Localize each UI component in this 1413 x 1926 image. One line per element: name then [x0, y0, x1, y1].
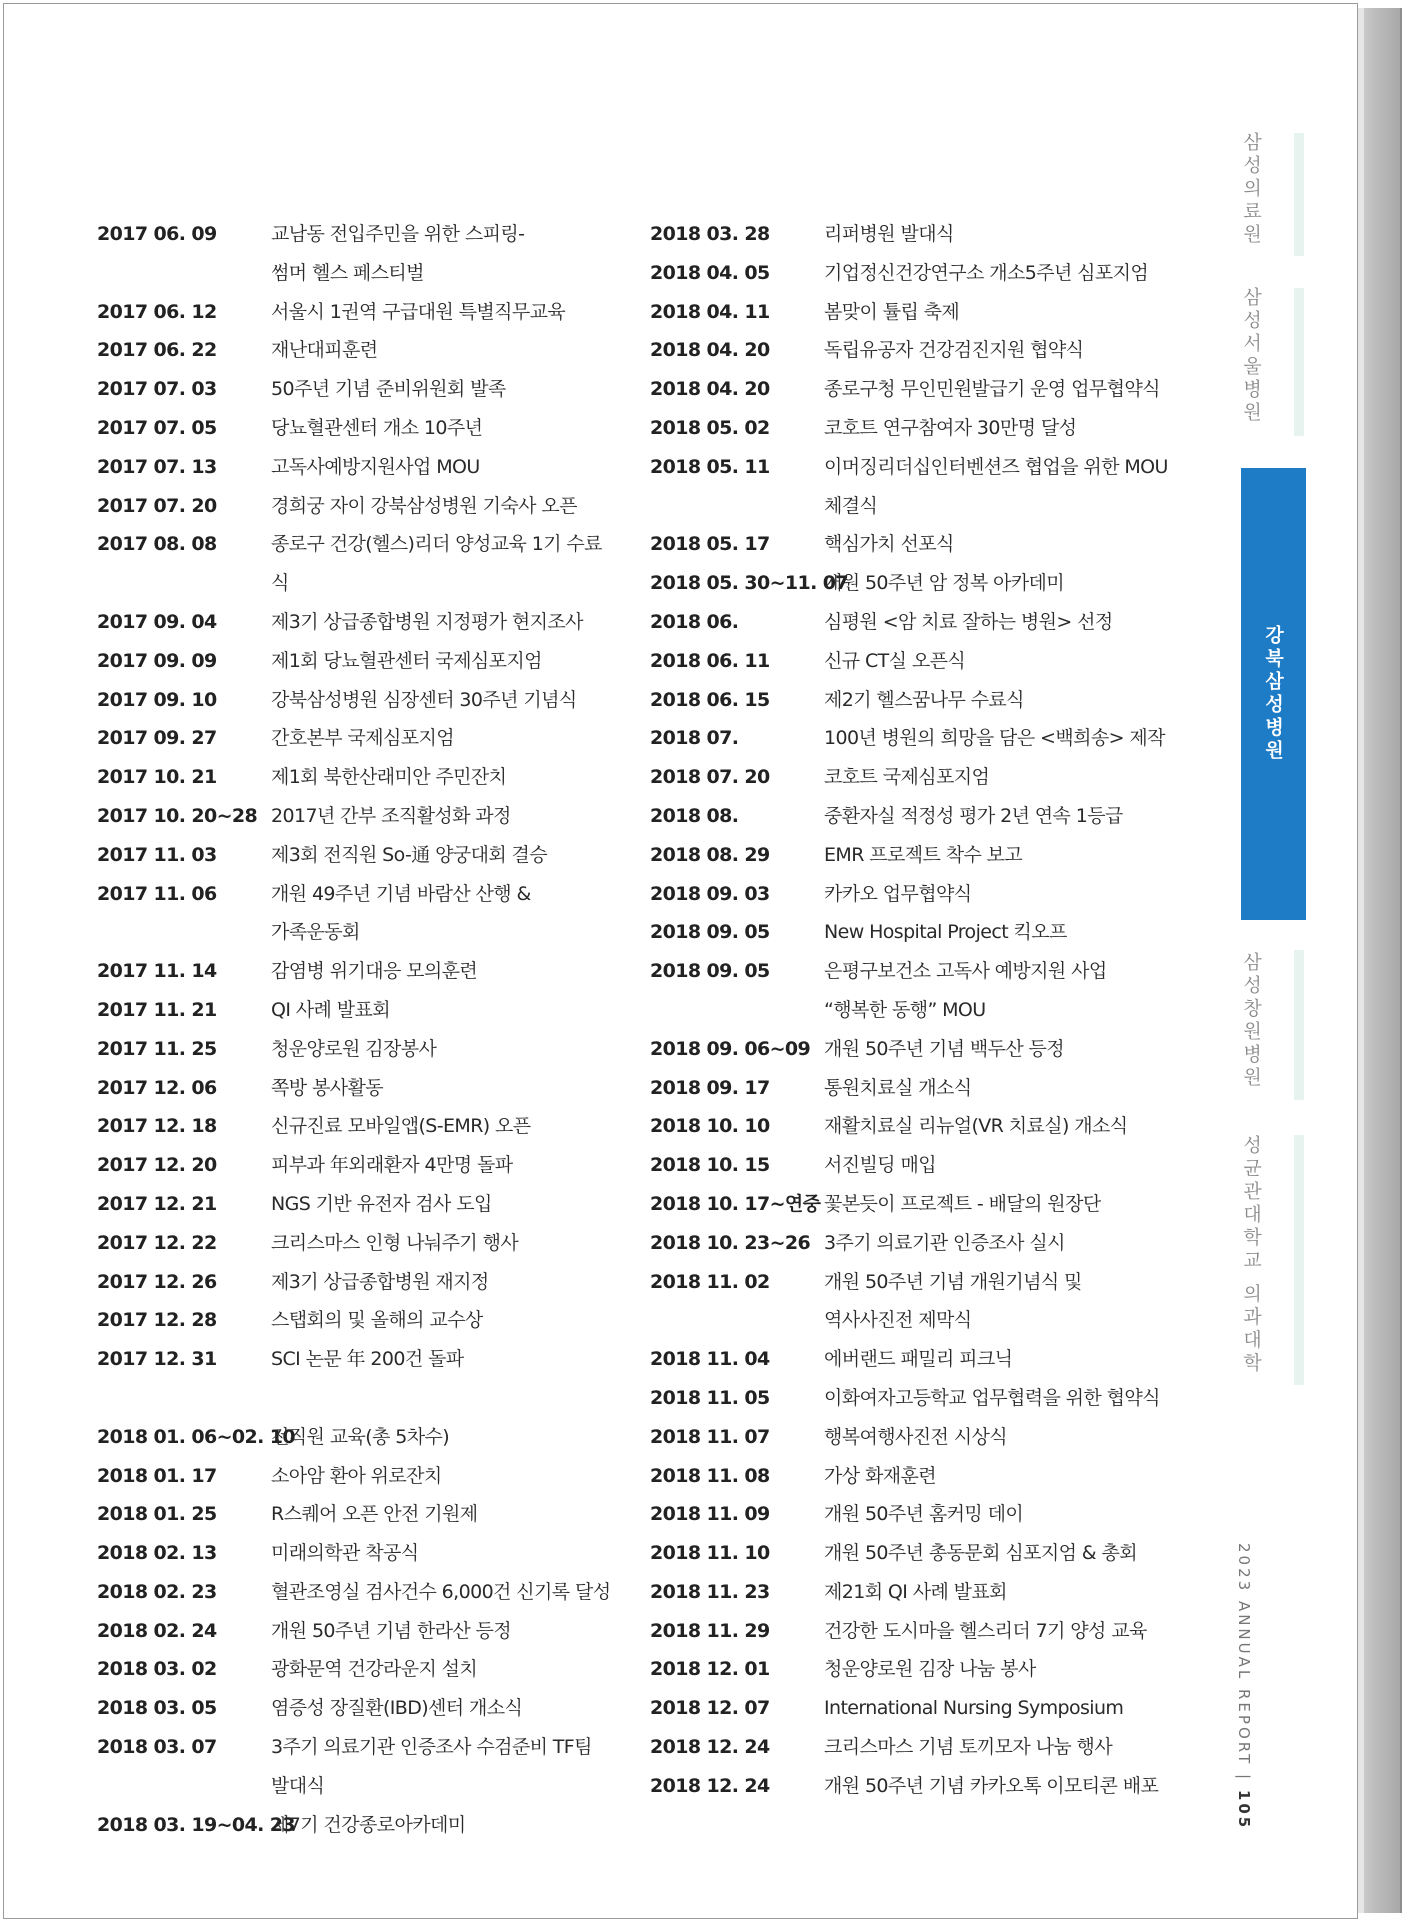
timeline-row [97, 1030, 617, 1069]
event-date: 2017 06. 12 [97, 300, 217, 323]
event-date: 2018 06. 11 [650, 649, 770, 672]
event-date: 2018 01. 06~02. 10 [97, 1425, 296, 1448]
event-date: 2018 01. 25 [97, 1503, 217, 1526]
timeline-right-column [650, 215, 1195, 1806]
event-description: 쪽방 봉사활동 [271, 1076, 383, 1099]
event-date: 2017 11. 25 [97, 1037, 217, 1060]
timeline-row [650, 409, 1195, 448]
timeline-row [97, 681, 617, 720]
tab-samsung-seoul-hospital[interactable]: 삼성서울병원 [1240, 287, 1262, 425]
event-date: 2017 12. 21 [97, 1192, 217, 1215]
event-date: 2017 07. 13 [97, 455, 217, 478]
event-description: 재활치료실 리뉴얼(VR 치료실) 개소식 [824, 1115, 1128, 1138]
event-description: 청운양로원 김장봉사 [271, 1037, 437, 1060]
timeline-row [97, 1301, 617, 1340]
event-date: 2018 11. 23 [650, 1580, 770, 1603]
event-date: 2017 12. 28 [97, 1309, 217, 1332]
event-date: 2017 12. 26 [97, 1270, 217, 1293]
tab-bar-1 [1294, 133, 1304, 256]
timeline-row [650, 1612, 1195, 1651]
event-description: 개원 50주년 홈커밍 데이 [824, 1503, 1024, 1526]
timeline-row [650, 1069, 1195, 1108]
event-description: 혈관조영실 검사건수 6,000건 신기록 달성 [271, 1580, 611, 1603]
timeline-row [650, 1650, 1195, 1689]
event-description: 코호트 연구참여자 30만명 달성 [824, 416, 1077, 439]
event-description: NGS 기반 유전자 검사 도입 [271, 1192, 492, 1215]
event-description: 이머징리더십인터벤션즈 협업을 위한 MOU 체결식 [824, 455, 1168, 517]
timeline-row [650, 681, 1195, 720]
event-date: 2017 07. 05 [97, 416, 217, 439]
timeline-row [650, 603, 1195, 642]
event-description: 제3기 상급종합병원 지정평가 현지조사 [271, 610, 583, 633]
timeline-row [97, 1418, 617, 1457]
event-description: 심평원 <암 치료 잘하는 병원> 선정 [824, 610, 1113, 633]
timeline-row [650, 1767, 1195, 1806]
event-date: 2018 05. 11 [650, 455, 770, 478]
timeline-row [650, 215, 1195, 254]
report-separator: | [1235, 1774, 1253, 1783]
timeline-row [97, 1069, 617, 1108]
timeline-row [97, 1806, 617, 1845]
event-description: 재난대피훈련 [271, 339, 378, 362]
timeline-row [650, 1534, 1195, 1573]
event-date: 2018 06. 15 [650, 688, 770, 711]
timeline-row [650, 1030, 1195, 1069]
timeline-row [650, 331, 1195, 370]
event-date: 2018 02. 23 [97, 1580, 217, 1603]
timeline-row [97, 719, 617, 758]
event-date: 2018 09. 05 [650, 921, 770, 944]
timeline-row [650, 719, 1195, 758]
event-description: New Hospital Project 킥오프 [824, 921, 1067, 944]
timeline-row [650, 836, 1195, 875]
event-date: 2018 11. 09 [650, 1503, 770, 1526]
timeline-row [97, 1457, 617, 1496]
timeline-row [650, 1457, 1195, 1496]
event-description: EMR 프로젝트 착수 보고 [824, 843, 1023, 866]
report-title: 2023 ANNUAL REPORT [1235, 1543, 1253, 1767]
event-date: 2018 07. 20 [650, 766, 770, 789]
timeline-row [97, 525, 617, 603]
event-description: 개원 50주년 암 정복 아카데미 [824, 572, 1065, 595]
event-date: 2018 09. 06~09 [650, 1037, 811, 1060]
event-date: 2018 05. 02 [650, 416, 770, 439]
event-description: 코호트 국제심포지엄 [824, 766, 990, 789]
timeline-row [97, 952, 617, 991]
timeline-row [97, 1146, 617, 1185]
event-date: 2018 02. 24 [97, 1619, 217, 1642]
tab-skku-school-of-medicine[interactable]: 성균관대학교 의과대학 [1240, 1135, 1262, 1376]
event-date: 2018 11. 02 [650, 1270, 770, 1293]
timeline-row [650, 875, 1195, 914]
event-description: 리퍼병원 발대식 [824, 223, 954, 245]
event-date: 2017 07. 20 [97, 494, 217, 517]
event-date: 2018 04. 05 [650, 261, 770, 284]
timeline-row [650, 642, 1195, 681]
event-date: 2017 10. 20~28 [97, 804, 258, 827]
event-description: 종로구청 무인민원발급기 운영 업무협약식 [824, 378, 1160, 401]
timeline-row [97, 1573, 617, 1612]
event-date: 2017 12. 18 [97, 1115, 217, 1138]
event-date: 2018 05. 30~11. 07 [650, 572, 849, 595]
event-date: 2018 03. 05 [97, 1697, 217, 1720]
timeline-row [97, 603, 617, 642]
timeline-row [650, 293, 1195, 332]
event-description: 행복여행사진전 시상식 [824, 1425, 1007, 1448]
timeline-row [97, 836, 617, 875]
timeline-row [650, 1495, 1195, 1534]
event-date: 2018 06. [650, 610, 739, 633]
event-description: 신규진료 모바일앱(S-EMR) 오픈 [271, 1115, 531, 1138]
timeline-row [650, 758, 1195, 797]
event-description: 기업정신건강연구소 개소5주년 심포지엄 [824, 261, 1149, 284]
event-description: 소아암 환아 위로잔치 [271, 1464, 442, 1487]
event-date: 2018 12. 24 [650, 1774, 770, 1797]
event-description: 봄맞이 튤립 축제 [824, 300, 960, 323]
event-date: 2018 10. 23~26 [650, 1231, 811, 1254]
timeline-row [97, 1728, 617, 1806]
event-description: 스탭회의 및 올해의 교수상 [271, 1309, 483, 1332]
timeline-row [650, 1146, 1195, 1185]
event-description: R스퀘어 오픈 안전 기원제 [271, 1503, 478, 1526]
page-edge [1358, 8, 1402, 1913]
event-description: 가상 화재훈련 [824, 1464, 936, 1487]
tab-kangbuk-samsung-label: 강북삼성병원 [1262, 625, 1284, 763]
event-description: 고독사예방지원사업 MOU [271, 455, 480, 478]
event-description: 개원 50주년 총동문회 심포지엄 & 총회 [824, 1542, 1137, 1565]
timeline-row [97, 331, 617, 370]
event-date: 2017 11. 06 [97, 882, 217, 905]
timeline-row [97, 215, 617, 293]
timeline-row [97, 370, 617, 409]
event-date: 2017 09. 04 [97, 610, 217, 633]
event-date: 2018 03. 19~04. 23 [97, 1813, 296, 1836]
timeline-row [97, 1263, 617, 1302]
timeline-row [650, 370, 1195, 409]
timeline-row [650, 797, 1195, 836]
event-description: 염증성 장질환(IBD)센터 개소식 [271, 1697, 523, 1720]
timeline-row [97, 1185, 617, 1224]
event-date: 2017 11. 03 [97, 843, 217, 866]
timeline-row [97, 487, 617, 526]
event-date: 2018 03. 28 [650, 223, 770, 245]
event-date: 2017 10. 21 [97, 766, 217, 789]
tab-kangbuk-samsung-hospital[interactable] [1241, 468, 1306, 920]
event-description: 중환자실 적정성 평가 2년 연속 1등급 [824, 804, 1123, 827]
timeline-row [97, 1340, 617, 1379]
event-description: 개원 50주년 기념 카카오톡 이모티콘 배포 [824, 1774, 1159, 1797]
event-description: 꽃본듯이 프로젝트 - 배달의 원장단 [824, 1192, 1101, 1215]
event-date: 2017 07. 03 [97, 378, 217, 401]
event-date: 2018 09. 05 [650, 960, 770, 983]
timeline-row [650, 1573, 1195, 1612]
timeline-row [650, 448, 1195, 526]
event-date: 2018 11. 29 [650, 1619, 770, 1642]
tab-samsung-medical-center[interactable]: 삼성의료원 [1240, 132, 1262, 247]
timeline-row [650, 952, 1195, 1030]
event-description: 100년 병원의 희망을 담은 <백희송> 제작 [824, 727, 1165, 750]
event-description: 전직원 교육(총 5차수) [271, 1425, 450, 1448]
event-date: 2017 12. 06 [97, 1076, 217, 1099]
timeline-row [97, 875, 617, 953]
event-date: 2018 05. 17 [650, 533, 770, 556]
timeline-row [650, 1689, 1195, 1728]
event-date: 2018 11. 08 [650, 1464, 770, 1487]
event-description: 당뇨혈관센터 개소 10주년 [271, 416, 483, 439]
event-description: 제2기 헬스꿈나무 수료식 [824, 688, 1024, 711]
event-date: 2017 12. 22 [97, 1231, 217, 1254]
timeline-row [97, 1689, 617, 1728]
timeline-row [97, 1650, 617, 1689]
event-date: 2018 04. 20 [650, 378, 770, 401]
event-date: 2017 12. 20 [97, 1154, 217, 1177]
event-description: 제3기 상급종합병원 재지정 [271, 1270, 489, 1293]
event-date: 2017 09. 09 [97, 649, 217, 672]
event-description: 개원 50주년 기념 한라산 등정 [271, 1619, 512, 1642]
event-description: 교남동 전입주민을 위한 스피링- 썸머 헬스 페스티벌 [271, 223, 525, 284]
event-date: 2018 04. 20 [650, 339, 770, 362]
timeline-row [97, 1534, 617, 1573]
event-description: 경희궁 자이 강북삼성병원 기숙사 오픈 [271, 494, 577, 517]
event-description: 광화문역 건강라운지 설치 [271, 1658, 478, 1681]
tab-bar-5 [1294, 1135, 1304, 1385]
event-date: 2018 11. 07 [650, 1425, 770, 1448]
page-number: 105 [1235, 1789, 1253, 1831]
event-date: 2018 03. 02 [97, 1658, 217, 1681]
timeline-row [650, 913, 1195, 952]
timeline-row [650, 1263, 1195, 1341]
event-date: 2018 04. 11 [650, 300, 770, 323]
event-description: 서진빌딩 매입 [824, 1154, 936, 1177]
event-description: 제3회 전직원 So-通 양궁대회 결승 [271, 843, 548, 866]
annual-report-footer [1235, 1543, 1253, 1830]
event-date: 2018 11. 05 [650, 1386, 770, 1409]
tab-bar-4 [1294, 950, 1304, 1100]
event-date: 2018 12. 01 [650, 1658, 770, 1681]
timeline-row [97, 1495, 617, 1534]
timeline-row [97, 293, 617, 332]
event-date: 2018 10. 15 [650, 1154, 770, 1177]
event-date: 2018 02. 13 [97, 1542, 217, 1565]
timeline-row [97, 1379, 617, 1418]
timeline-row [97, 991, 617, 1030]
timeline-row [650, 1379, 1195, 1418]
event-description: 이화여자고등학교 업무협력을 위한 협약식 [824, 1386, 1160, 1409]
event-description: 제21회 QI 사례 발표회 [824, 1580, 1007, 1603]
event-date: 2018 10. 17~연중 [650, 1192, 821, 1215]
timeline-row [97, 797, 617, 836]
timeline-row [97, 1224, 617, 1263]
event-date: 2018 12. 24 [650, 1736, 770, 1759]
event-description: 신규 CT실 오픈식 [824, 649, 966, 672]
timeline-row [97, 642, 617, 681]
event-date: 2017 11. 21 [97, 998, 217, 1021]
event-date: 2018 09. 17 [650, 1076, 770, 1099]
event-date: 2017 09. 10 [97, 688, 217, 711]
event-description: 종로구 건강(헬스)리더 양성교육 1기 수료식 [271, 533, 602, 595]
event-description: 제1회 당뇨혈관센터 국제심포지엄 [271, 649, 542, 672]
event-description: 강북삼성병원 심장센터 30주년 기념식 [271, 688, 577, 711]
event-description: 피부과 年외래환자 4만명 돌파 [271, 1154, 513, 1177]
timeline-row [650, 1340, 1195, 1379]
event-date: 2017 09. 27 [97, 727, 217, 750]
timeline-row [650, 1728, 1195, 1767]
timeline-row [650, 1418, 1195, 1457]
tab-bar-2 [1294, 288, 1304, 436]
timeline-row [97, 1612, 617, 1651]
timeline-row [650, 1107, 1195, 1146]
event-description: 개원 50주년 기념 백두산 등정 [824, 1037, 1065, 1060]
timeline-row [97, 409, 617, 448]
event-description: 서울시 1권역 구급대원 특별직무교육 [271, 300, 566, 323]
event-date: 2018 12. 07 [650, 1697, 770, 1720]
timeline-left-column [97, 215, 617, 1844]
event-description: 통원치료실 개소식 [824, 1076, 972, 1099]
event-description: 건강한 도시마을 헬스리더 7기 양성 교육 [824, 1619, 1147, 1642]
event-description: 3주기 의료기관 인증조사 수검준비 TF팀 발대식 [271, 1736, 592, 1797]
event-description: 은평구보건소 고독사 예방지원 사업 “행복한 동행” MOU [824, 960, 1107, 1021]
timeline-row [650, 254, 1195, 293]
event-description: 50주년 기념 준비위원회 발족 [271, 378, 506, 401]
timeline-row [650, 564, 1195, 603]
event-date: 2018 11. 04 [650, 1348, 770, 1371]
event-date: 2018 08. [650, 804, 739, 827]
event-date: 2018 09. 03 [650, 882, 770, 905]
event-date: 2017 11. 14 [97, 960, 217, 983]
event-description: QI 사례 발표회 [271, 998, 391, 1021]
event-date: 2018 11. 10 [650, 1542, 770, 1565]
event-description: 개원 49주년 기념 바람산 산행 & 가족운동회 [271, 882, 531, 944]
event-description: 3주기 의료기관 인증조사 실시 [824, 1231, 1065, 1254]
event-description: 2017년 간부 조직활성화 과정 [271, 804, 511, 827]
event-description: 청운양로원 김장 나눔 봉사 [824, 1658, 1036, 1681]
event-description: 개원 50주년 기념 개원기념식 및 역사사진전 제막식 [824, 1270, 1082, 1332]
timeline-row [97, 758, 617, 797]
event-description: 독립유공자 건강검진지원 협약식 [824, 339, 1084, 362]
timeline-row [650, 1185, 1195, 1224]
event-description: 미래의학관 착공식 [271, 1542, 419, 1565]
event-description: 에버랜드 패밀리 피크닉 [824, 1348, 1013, 1371]
timeline-row [97, 448, 617, 487]
event-description: SCI 논문 年 200건 돌파 [271, 1348, 464, 1371]
event-date: 2017 06. 09 [97, 223, 217, 245]
event-date: 2017 08. 08 [97, 533, 217, 556]
event-description: 간호본부 국제심포지엄 [271, 727, 454, 750]
event-date: 2018 07. [650, 727, 739, 750]
event-date: 2018 03. 07 [97, 1736, 217, 1759]
timeline-row [650, 1224, 1195, 1263]
event-date: 2017 12. 31 [97, 1348, 217, 1371]
event-description: 크리스마스 기념 토끼모자 나눔 행사 [824, 1736, 1113, 1759]
event-date: 2018 10. 10 [650, 1115, 770, 1138]
timeline-row [650, 525, 1195, 564]
event-date: 2017 06. 22 [97, 339, 217, 362]
event-description: 크리스마스 인형 나눠주기 행사 [271, 1231, 519, 1254]
event-description: 감염병 위기대응 모의훈련 [271, 960, 478, 983]
tab-samsung-changwon-hospital[interactable]: 삼성창원병원 [1240, 952, 1262, 1090]
timeline-row [97, 1107, 617, 1146]
event-description: 제1회 북한산래미안 주민잔치 [271, 766, 507, 789]
event-description: 핵심가치 선포식 [824, 533, 954, 556]
event-description: 카카오 업무협약식 [824, 882, 972, 905]
event-date: 2018 08. 29 [650, 843, 770, 866]
event-date: 2018 01. 17 [97, 1464, 217, 1487]
event-description: 제7기 건강종로아카데미 [271, 1813, 466, 1836]
event-description: International Nursing Symposium [824, 1697, 1124, 1720]
